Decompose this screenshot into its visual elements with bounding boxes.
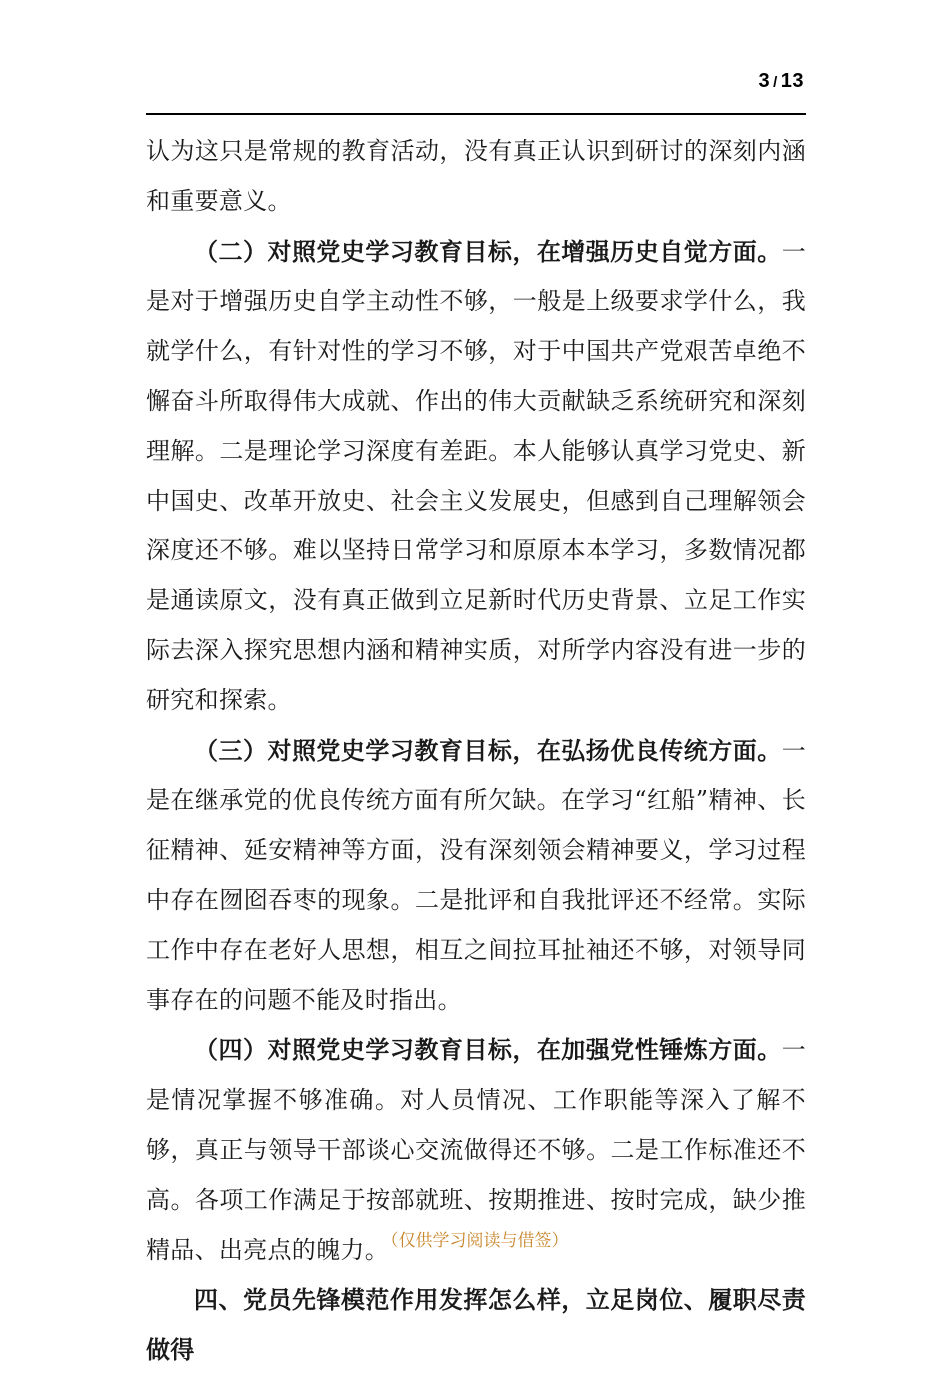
- section-2-heading: （二）对照党史学习教育目标，在增强历史自觉方面。: [194, 236, 782, 266]
- section-2-body: 一是对于增强历史自学主动性不够，一般是上级要求学什么，我就学什么，有针对性的学习不够，对于中国共产党艰苦卓绝不懈奋斗所取得伟大成就、作出的伟大贡献缺乏系统研究和深刻理解。二是理论学习深度有差距。本人能够认真学习党史、新中国史、改革开放史、社会主义发展史，但感到自己理解领会深度还不够。难以坚持日常学习和原原本本学习，多数情况都是通读原文，没有真正做到立足新时代历史背景、立足工作实际去深入探究思想内涵和精神实质，对所学内容没有进一步的研究和探索。: [146, 237, 806, 714]
- page-number: [758, 70, 804, 93]
- section-3-body: 一是在继承党的优良传统方面有所欠缺。在学习“红船”精神、长征精神、延安精神等方面，没有深刻领会精神要义，学习过程中存在囫囵吞枣的现象。二是批评和自我批评还不经常。实际工作中存在老好人思想，相互之间拉耳扯袖还不够，对领导同事存在的问题不能及时指出。: [146, 736, 806, 1014]
- document-body: [146, 127, 806, 1375]
- section-3-heading: （三）对照党史学习教育目标，在弘扬优良传统方面。: [194, 735, 782, 765]
- header-rule: [146, 113, 806, 115]
- section-4-body: 一是情况掌握不够准确。对人员情况、工作职能等深入了解不够，真正与领导干部谈心交流做得还不够。二是工作标准还不高。各项工作满足于按部就班、按期推进、按时完成，缺少推精品、出亮点的魄力。: [146, 1036, 806, 1264]
- paragraph-section-3: [146, 726, 806, 1026]
- footer-note: （仅供学习阅读与借签）: [381, 1231, 569, 1251]
- paragraph-section-2: [146, 227, 806, 726]
- page-current: 3: [758, 70, 771, 92]
- page-separator: /: [773, 74, 778, 91]
- paragraph-continued: 认为这只是常规的教育活动，没有真正认识到研讨的深刻内涵和重要意义。: [146, 137, 806, 215]
- section-heading-4: 四、党员先锋模范作用发挥怎么样，立足岗位、履职尽责做得: [146, 1285, 806, 1365]
- page-total: 13: [780, 70, 804, 92]
- section-4-heading: （四）对照党史学习教育目标，在加强党性锤炼方面。: [194, 1035, 782, 1065]
